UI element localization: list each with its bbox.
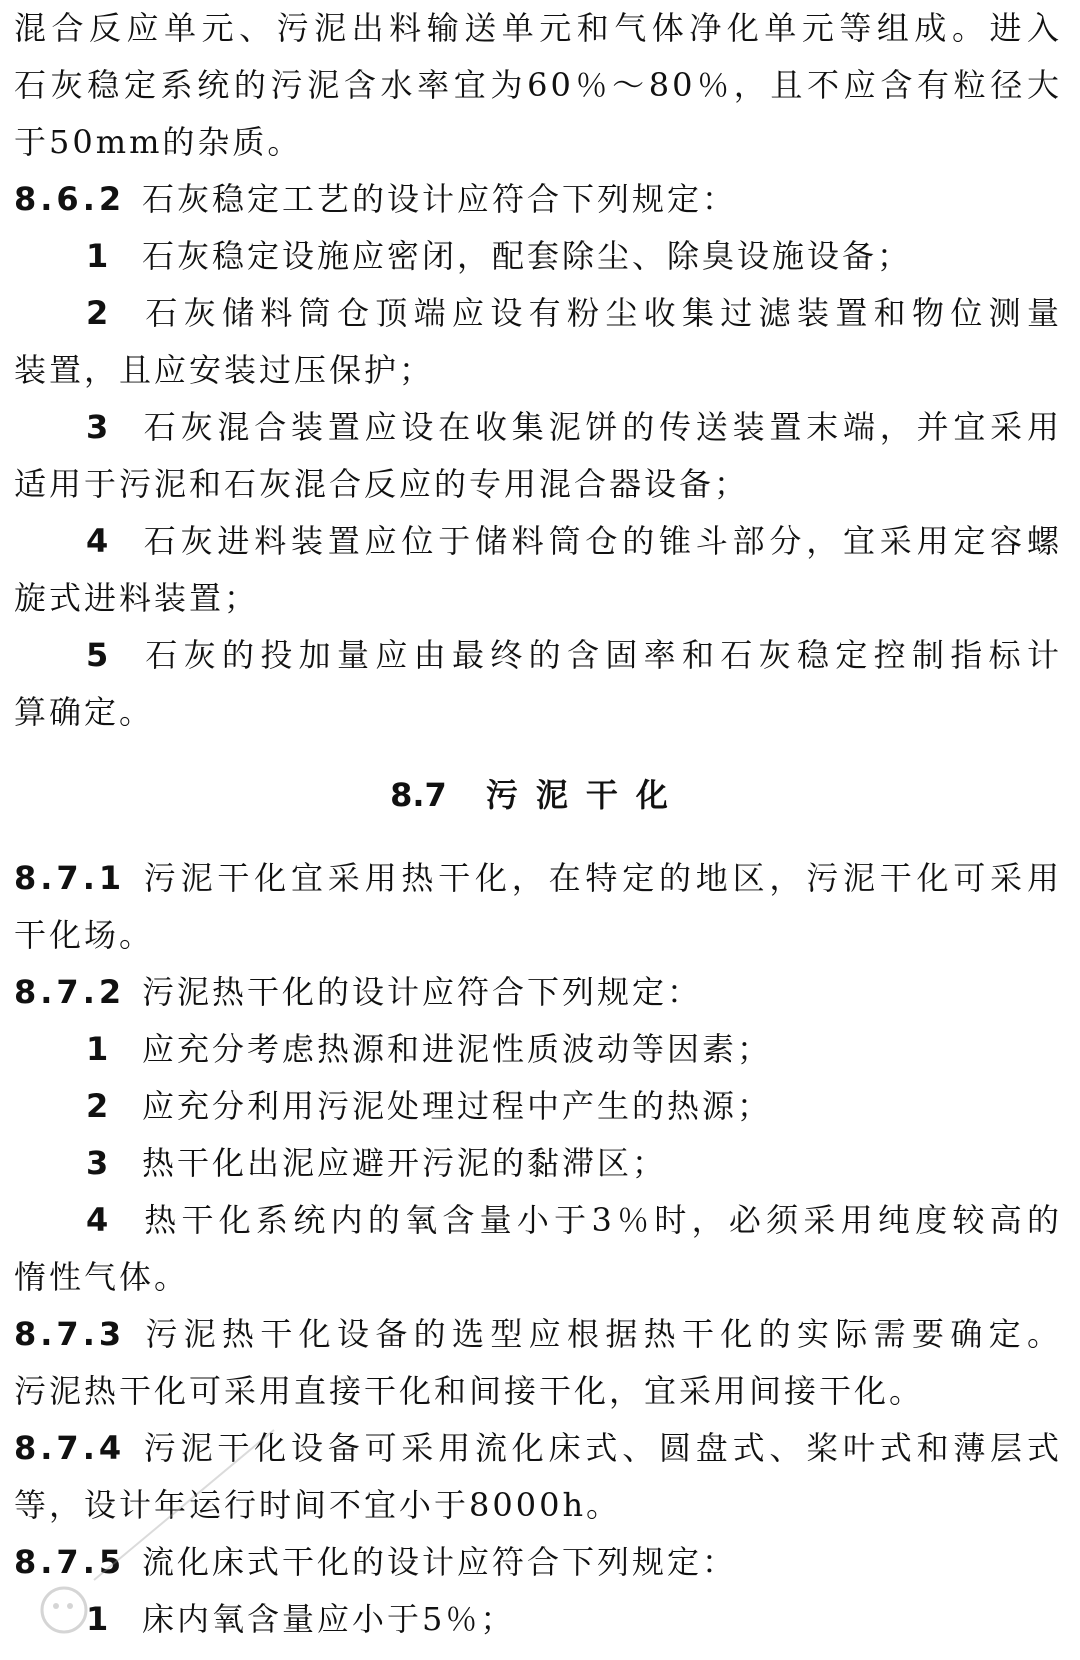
text-line bbox=[14, 684, 1062, 741]
clause-text: 石灰进料装置应位于储料筒仓的锥斗部分，宜采用定容螺 bbox=[142, 522, 1062, 560]
clause-number: 2 bbox=[86, 294, 113, 332]
text-line bbox=[14, 285, 1062, 342]
text-line bbox=[14, 342, 1062, 399]
section-8-7-body bbox=[14, 850, 1062, 1648]
clause-number: 1 bbox=[86, 1600, 113, 1638]
clause-text: 应充分利用污泥处理过程中产生的热源； bbox=[142, 1087, 773, 1125]
clause-number: 8.7.2 bbox=[14, 973, 126, 1011]
clause-text: 污泥热干化设备的选型应根据热干化的实际需要确定。 bbox=[142, 1315, 1062, 1353]
clause-number: 8.7.5 bbox=[14, 1543, 126, 1581]
clause-number: 8.6.2 bbox=[14, 180, 126, 218]
section-8-6-continued bbox=[14, 0, 1062, 741]
section-heading bbox=[14, 767, 1062, 824]
clause-text: 石灰稳定设施应密闭，配套除尘、除臭设施设备； bbox=[142, 237, 913, 275]
text-line bbox=[14, 57, 1062, 114]
clause-number: 3 bbox=[86, 1144, 113, 1182]
text-line bbox=[14, 399, 1062, 456]
text-line bbox=[14, 1591, 1062, 1648]
clause-number: 8.7.1 bbox=[14, 859, 126, 897]
text-line bbox=[14, 171, 1062, 228]
text-line bbox=[14, 1021, 1062, 1078]
clause-text: 干化场。 bbox=[14, 916, 155, 954]
text-line bbox=[14, 513, 1062, 570]
text-line bbox=[14, 1534, 1062, 1591]
text-line bbox=[14, 1135, 1062, 1192]
text-line bbox=[14, 456, 1062, 513]
clause-text: 污泥热干化可采用直接干化和间接干化，宜采用间接干化。 bbox=[14, 1372, 925, 1410]
section-title: 污泥干化 bbox=[485, 776, 686, 814]
clause-text: 适用于污泥和石灰混合反应的专用混合器设备； bbox=[14, 465, 750, 503]
clause-number: 4 bbox=[86, 522, 113, 560]
clause-text: 于50mm的杂质。 bbox=[14, 123, 303, 161]
clause-number: 8.7.4 bbox=[14, 1429, 126, 1467]
text-line bbox=[14, 0, 1062, 57]
text-line bbox=[14, 1306, 1062, 1363]
text-line bbox=[14, 1192, 1062, 1249]
text-line bbox=[14, 570, 1062, 627]
clause-text: 等，设计年运行时间不宜小于8000h。 bbox=[14, 1486, 622, 1524]
text-line bbox=[14, 627, 1062, 684]
clause-number: 5 bbox=[86, 636, 113, 674]
clause-text: 热干化出泥应避开污泥的黏滞区； bbox=[142, 1144, 668, 1182]
clause-text: 石灰混合装置应设在收集泥饼的传送装置末端，并宜采用 bbox=[142, 408, 1062, 446]
text-line bbox=[14, 228, 1062, 285]
clause-text: 混合反应单元、污泥出料输送单元和气体净化单元等组成。进入 bbox=[14, 9, 1062, 47]
clause-text: 热干化系统内的氧含量小于3％时，必须采用纯度较高的 bbox=[142, 1201, 1062, 1239]
text-line bbox=[14, 850, 1062, 907]
text-line bbox=[14, 907, 1062, 964]
text-line bbox=[14, 1363, 1062, 1420]
text-line bbox=[14, 114, 1062, 171]
clause-text: 石灰储料筒仓顶端应设有粉尘收集过滤装置和物位测量 bbox=[142, 294, 1062, 332]
clause-text: 污泥干化设备可采用流化床式、圆盘式、桨叶式和薄层式 bbox=[142, 1429, 1062, 1467]
clause-text: 石灰的投加量应由最终的含固率和石灰稳定控制指标计 bbox=[142, 636, 1062, 674]
clause-number: 8.7.3 bbox=[14, 1315, 126, 1353]
clause-text: 石灰稳定工艺的设计应符合下列规定： bbox=[142, 180, 738, 218]
clause-text: 旋式进料装置； bbox=[14, 579, 260, 617]
section-number: 8.7 bbox=[390, 776, 447, 814]
clause-text: 石灰稳定系统的污泥含水率宜为60％～80％，且不应含有粒径大 bbox=[14, 66, 1062, 104]
clause-text: 污泥干化宜采用热干化，在特定的地区，污泥干化可采用 bbox=[142, 859, 1062, 897]
clause-text: 装置，且应安装过压保护； bbox=[14, 351, 435, 389]
text-line bbox=[14, 1420, 1062, 1477]
clause-number: 2 bbox=[86, 1087, 113, 1125]
text-line bbox=[14, 1477, 1062, 1534]
text-line bbox=[14, 1249, 1062, 1306]
clause-number: 1 bbox=[86, 237, 113, 275]
text-line bbox=[14, 964, 1062, 1021]
clause-number: 1 bbox=[86, 1030, 113, 1068]
clause-number: 4 bbox=[86, 1201, 113, 1239]
text-line bbox=[14, 1078, 1062, 1135]
clause-text: 床内氧含量应小于5％； bbox=[142, 1600, 516, 1638]
clause-text: 惰性气体。 bbox=[14, 1258, 190, 1296]
clause-text: 污泥热干化的设计应符合下列规定： bbox=[142, 973, 703, 1011]
clause-text: 流化床式干化的设计应符合下列规定： bbox=[142, 1543, 738, 1581]
clause-number: 3 bbox=[86, 408, 113, 446]
clause-text: 算确定。 bbox=[14, 693, 155, 731]
clause-text: 应充分考虑热源和进泥性质波动等因素； bbox=[142, 1030, 773, 1068]
